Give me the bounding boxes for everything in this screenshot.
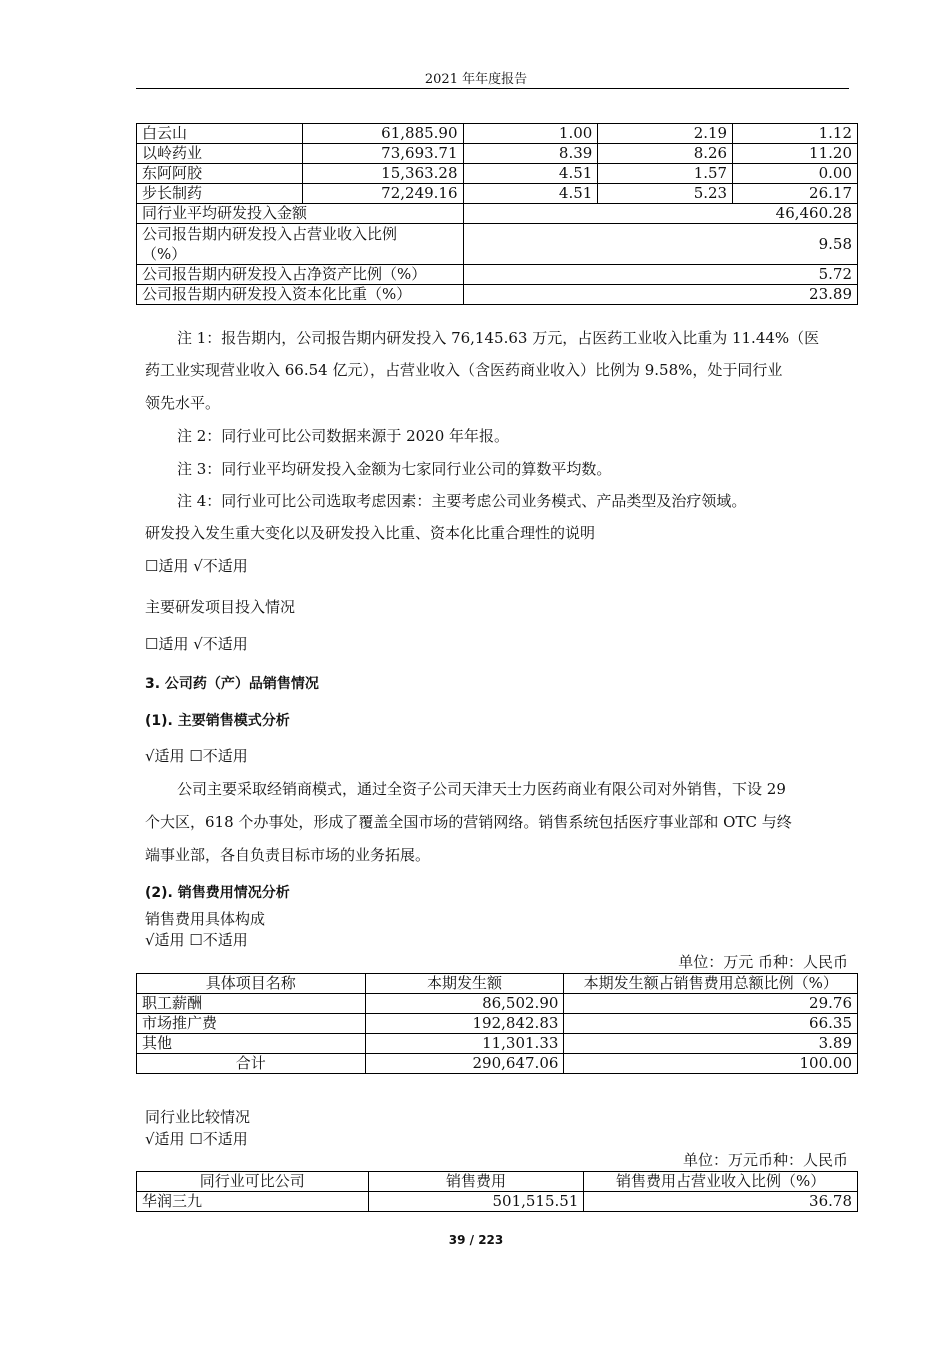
rd-net-asset-ratio: 8.26 <box>598 144 733 164</box>
sales-model-choice: √适用 ☐不适用 <box>145 747 248 765</box>
sales-expense-table <box>136 973 858 1074</box>
sales-expense-choice: √适用 ☐不适用 <box>145 931 248 949</box>
sales-expense-label: 销售费用具体构成 <box>145 910 266 928</box>
rd-revenue-ratio: 8.39 <box>463 144 598 164</box>
peer-currency-unit: 单位：万元币种：人民币 <box>682 1151 848 1169</box>
column-header: 本期发生额占销售费用总额比例（%） <box>564 974 858 994</box>
item-amount: 290,647.06 <box>365 1054 564 1074</box>
rd-net-asset-ratio: 2.19 <box>598 124 733 144</box>
section-3-title: 3. 公司药（产）品销售情况 <box>145 676 319 692</box>
note-1-line-1: 注 1：报告期内，公司报告期内研发投入 76,145.63 万元，占医药工业收入比重为 11.44%（医 <box>177 329 820 347</box>
peer-sales-table <box>136 1171 858 1212</box>
sales-model-heading: (1). 主要销售模式分析 <box>145 713 290 729</box>
item-percent: 100.00 <box>564 1054 858 1074</box>
note-1-line-3: 领先水平。 <box>145 394 221 412</box>
item-percent: 3.89 <box>564 1034 858 1054</box>
column-header: 本期发生额 <box>365 974 564 994</box>
rd-net-asset-ratio: 5.23 <box>598 184 733 204</box>
item-name: 职工薪酬 <box>137 994 366 1014</box>
summary-row <box>137 285 858 305</box>
table-row <box>137 184 858 204</box>
rd-revenue-ratio: 4.51 <box>463 184 598 204</box>
summary-label <box>137 224 464 265</box>
item-percent: 66.35 <box>564 1014 858 1034</box>
table-total-row <box>137 1054 858 1074</box>
note-3: 注 3：同行业平均研发投入金额为七家同行业公司的算数平均数。 <box>177 460 612 478</box>
header-divider <box>136 88 849 89</box>
company-name: 白云山 <box>137 124 303 144</box>
rd-amount: 73,693.71 <box>302 144 463 164</box>
table-row <box>137 124 858 144</box>
table-row <box>137 1034 858 1054</box>
currency-unit: 单位：万元 币种：人民币 <box>678 953 848 971</box>
main-projects-choice: ☐适用 √不适用 <box>145 635 248 653</box>
item-name: 市场推广费 <box>137 1014 366 1034</box>
note-2: 注 2：同行业可比公司数据来源于 2020 年年报。 <box>177 427 510 445</box>
summary-value: 9.58 <box>463 224 857 265</box>
page-header: 2021 年年度报告 <box>424 72 528 87</box>
company-name: 步长制药 <box>137 184 303 204</box>
item-name: 其他 <box>137 1034 366 1054</box>
company-name: 东阿阿胶 <box>137 164 303 184</box>
item-amount: 86,502.90 <box>365 994 564 1014</box>
rd-change-choice: ☐适用 √不适用 <box>145 557 248 575</box>
column-header: 具体项目名称 <box>137 974 366 994</box>
summary-value: 46,460.28 <box>463 204 857 224</box>
peer-company-name: 华润三九 <box>137 1192 369 1212</box>
rd-capitalization-ratio: 0.00 <box>733 164 858 184</box>
rd-net-asset-ratio: 1.57 <box>598 164 733 184</box>
peer-sales-percent: 36.78 <box>584 1192 858 1212</box>
rd-revenue-ratio: 4.51 <box>463 164 598 184</box>
summary-value: 23.89 <box>463 285 857 305</box>
rd-comparison-table <box>136 123 858 305</box>
sales-model-para-line-3: 端事业部，各自负责目标市场的业务拓展。 <box>145 846 431 864</box>
table-row <box>137 994 858 1014</box>
summary-label: 同行业平均研发投入金额 <box>137 204 464 224</box>
rd-capitalization-ratio: 26.17 <box>733 184 858 204</box>
item-percent: 29.76 <box>564 994 858 1014</box>
sales-expense-heading: (2). 销售费用情况分析 <box>145 885 290 901</box>
company-name: 以岭药业 <box>137 144 303 164</box>
peer-comparison-label: 同行业比较情况 <box>145 1108 251 1126</box>
table-header-row <box>137 974 858 994</box>
item-amount: 11,301.33 <box>365 1034 564 1054</box>
page-number: 39 / 223 <box>448 1233 504 1247</box>
summary-label-line1: 公司报告期内研发投入占营业收入比例 <box>142 225 398 243</box>
main-projects-title: 主要研发项目投入情况 <box>145 598 296 616</box>
table-header-row <box>137 1172 858 1192</box>
rd-amount: 72,249.16 <box>302 184 463 204</box>
table-row <box>137 1192 858 1212</box>
table-row <box>137 1014 858 1034</box>
summary-label: 公司报告期内研发投入资本化比重（%） <box>137 285 464 305</box>
summary-row <box>137 224 858 265</box>
sales-model-para-line-2: 个大区，618 个办事处，形成了覆盖全国市场的营销网络。销售系统包括医疗事业部和 OTC 与终 <box>145 813 792 831</box>
summary-label: 公司报告期内研发投入占净资产比例（%） <box>137 265 464 285</box>
table-row <box>137 144 858 164</box>
table-row <box>137 164 858 184</box>
rd-change-title: 研发投入发生重大变化以及研发投入比重、资本化比重合理性的说明 <box>145 524 596 542</box>
column-header: 销售费用占营业收入比例（%） <box>584 1172 858 1192</box>
rd-revenue-ratio: 1.00 <box>463 124 598 144</box>
rd-capitalization-ratio: 1.12 <box>733 124 858 144</box>
summary-row <box>137 204 858 224</box>
summary-label-line2: （%） <box>142 245 187 263</box>
item-name: 合计 <box>137 1054 366 1074</box>
column-header: 销售费用 <box>368 1172 584 1192</box>
note-1-line-2: 药工业实现营业收入 66.54 亿元），占营业收入（含医药商业收入）比例为 9.58%，处于同行业 <box>145 361 783 379</box>
peer-sales-amount: 501,515.51 <box>368 1192 584 1212</box>
rd-capitalization-ratio: 11.20 <box>733 144 858 164</box>
summary-value: 5.72 <box>463 265 857 285</box>
summary-row <box>137 265 858 285</box>
rd-amount: 15,363.28 <box>302 164 463 184</box>
note-4: 注 4：同行业可比公司选取考虑因素：主要考虑公司业务模式、产品类型及治疗领域。 <box>177 492 747 510</box>
rd-amount: 61,885.90 <box>302 124 463 144</box>
item-amount: 192,842.83 <box>365 1014 564 1034</box>
peer-comparison-choice: √适用 ☐不适用 <box>145 1130 248 1148</box>
column-header: 同行业可比公司 <box>137 1172 369 1192</box>
sales-model-para-line-1: 公司主要采取经销商模式，通过全资子公司天津天士力医药商业有限公司对外销售，下设 29 <box>177 780 786 798</box>
